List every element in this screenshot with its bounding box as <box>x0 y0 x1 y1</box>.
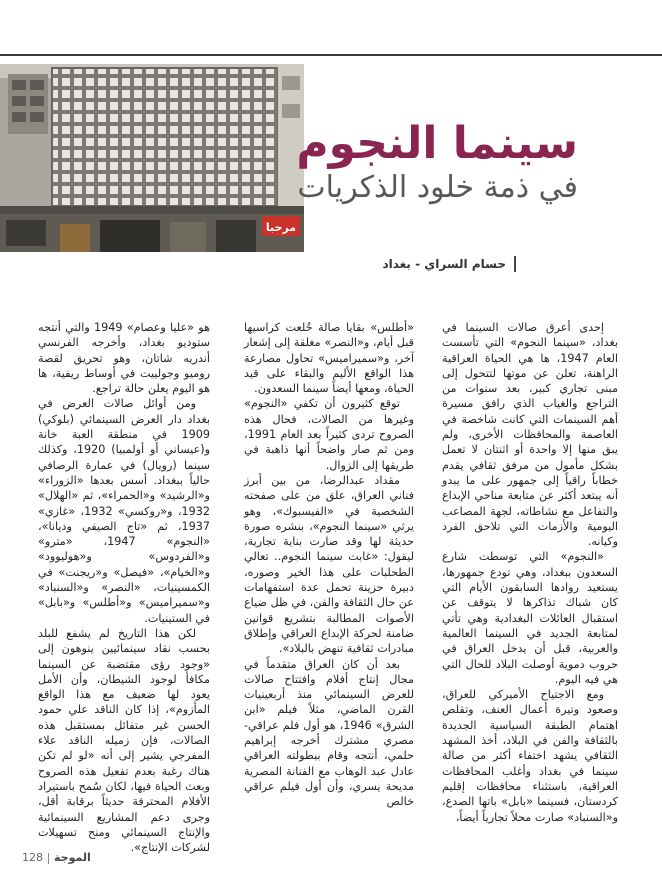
paragraph: «النجوم» التي توسطت شارع السعدون ببغداد، وهي تودع جمهورها، يستعيد روادها السابقون الأيام التي كان شباك تذاكرها لا يتوقف عن استقبال العائلات البغدادية وهي تأتي لمتابعة الجديد في السينما العالمية والعربية، قبل أن يدخل العراق في حروب دموية أوصلت البلاد للحال التي هي فيه اليوم. <box>442 550 618 686</box>
page-number: 128 <box>22 851 43 864</box>
magazine-name: الموجة <box>54 851 91 864</box>
footer-divider <box>48 853 49 864</box>
paragraph: بعد أن كان العراق متقدماً في مجال إنتاج أفلام وافتتاح صالات للعرض السينمائي منذ أربعينيات القرن الماضي، مثلاً فيلم «ابن الشرق» 1946، هو أول فلم عراقي- مصري مشترك أخرجه إبراهيم حلمي، أنتجه وقام ببطولته العراقي عادل عبد الوهاب مع الفنانة المصرية مديحة يسري، وأن أول فيلم عراقي خالص <box>244 657 414 809</box>
paragraph: «أطلس» بقايا صالة خُلعت كراسيها قبل أيام، و«النصر» مغلقة إلى إشعار آخر، و«سميراميس» تحاول مصارعة هذا الواقع الأليم والبقاء على قيد الحياة، ومعها أيضاً سينما السعدون. <box>244 321 414 396</box>
paragraph: مقداد عبدالرضا، من بين أبرز فناني العراق، علق من على صفحته الشخصية في «الفيسبوك»، وهو يرثي «سينما النجوم»، بنشره صورة حديثة لها وقد صارت بناية تجارية، ليقول: «غابت سينما النجوم.. تعالي الطحلبات على هذا الخير وصوره، دبيرة حزينة تحمل عدة استفهامات عن حال الثقافة والفن، في ظل ضياع الأصوات المطالبة بتشريع قوانين ضامنة لحركة الإبداع العراقي وإطلاق مبادرات ثقافية تنهض بالبلاد». <box>243 473 414 656</box>
text-column-3 <box>38 320 210 855</box>
paragraph: لكن هذا التاريخ لم يشفع للبلد بحسب نقاد سينمائيين ينوهون إلى «وجود رؤى مقتضبة عن السينما مكافأ لوجود الشيطان، وأن الأمل يعود لها ضعيف مع هذا الواقع المأزوم»، إذا كان الناقد علي حمود الحسن غير متفائل بمستقبل هذه الصالات، فإن زميله الناقد علاء المفرجي يشير إلى أنه «لو لم تكن هناك رغبة بعدم تفعيل هذه الصروح وبعث الحياة فيها، لكان سُمح باستيراد الأفلام المحترفة حديثاً برقابة أقل، وجرى دعم المشاريع السينمائية والإنتاج السينمائي ومنح تسهيلات لشركات الإنتاج». <box>38 626 210 855</box>
article-title: سينما النجوم <box>296 118 578 169</box>
byline: حسام السراي - بغداد <box>382 256 516 272</box>
paragraph: ومن أوائل صالات العرض في بغداد دار العرض السينمائي (بلوكي) 1909 في منطقة العبة خانة و(عيساني أو أولمبيا) 1920، وكذلك سينما (رويال) في عمارة الرصافي حالياً ببغداد. أسس بعدها «الزوراء» و«الرشيد» و«الحمراء»، ثم «الهلال» 1932، و«روكسي» 1932، «غازي» 1937، ثم «تاج الصيفي وديانا»، «النجوم» 1947، «مترو» و«الفردوس» و«هوليوود» و«الخيام»، «فيصل» و«ريجنت» في الكمسينيات، «النصر» و«السنباد» و«سميراميس» و«أطلس» و«بابل» في الستينيات. <box>38 397 210 625</box>
top-rule <box>0 54 662 56</box>
paragraph: ومع الاجتياح الأميركي للعراق، وصعود وتيرة أعمال العنف، وتقلص اهتمام الطبقة السياسية الجديدة بالثقافة والفن في البلاد، أخذ المشهد الثقافي يشهد اختفاء أكثر من صالة سينما في بغداد وأغلب المحافظات العراقية، باستثناء محافظات إقليم كردستان، فسينما «بابل» باتها الصدع، و«السنباد» صارت محلاً تجارياً أيضاً، <box>442 688 618 824</box>
paragraph: توقع كثيرون أن تكفي «النجوم» وغيرها من الصالات، فحال هذه الصروح تردى كثيراً بعد العام 1991، ومن ثم صار واضحاً أنها ذاهبة في طريقها إلى الزوال. <box>244 397 414 472</box>
page-footer <box>22 851 91 864</box>
cinema-photo <box>0 64 304 252</box>
shop-sign-text: مرحبا <box>265 221 297 234</box>
paragraph: هو «عليا وعصام» 1949 والتي أنتجه ستوديو بغداد، وأخرجه الفرنسي أندريه شاتان، وهو تحريق لقصة روميو وجولييت في أوساط ريفية، ها هو اليوم يعلن حالة تراجع. <box>38 321 210 396</box>
text-column-1 <box>442 320 618 830</box>
article-subtitle: في ذمة خلود الذكريات <box>297 170 578 205</box>
paragraph: إحدى أعرق صالات السينما في بغداد، «سينما النجوم» التي تأسست العام 1947، ها هي الحياة العراقية الراهنة، تعلن عن موتها لتتحول إلى مبنى تجاري كبير، بعد سنوات من التراجع والغياب الذي رافق مسيرة أهم السينمات التي كانت شاخصة في العاصمة والمحافظات الأخرى، ولم يبق منها إلا واحدة أو اثنتان لا تعمل بشكل مأمول من مرفق ثقافي يقدم خطاباً راقياً إلى جمهور على ما يبدو أنه يبتعد أكثر عن متابعة مناحي الإبداع والتفاعل مع نشاطاته، لجهة المصاعب اليومية والأزمات التي تلاحق الفرد وكيانه. <box>442 321 618 549</box>
text-column-2 <box>244 320 414 830</box>
